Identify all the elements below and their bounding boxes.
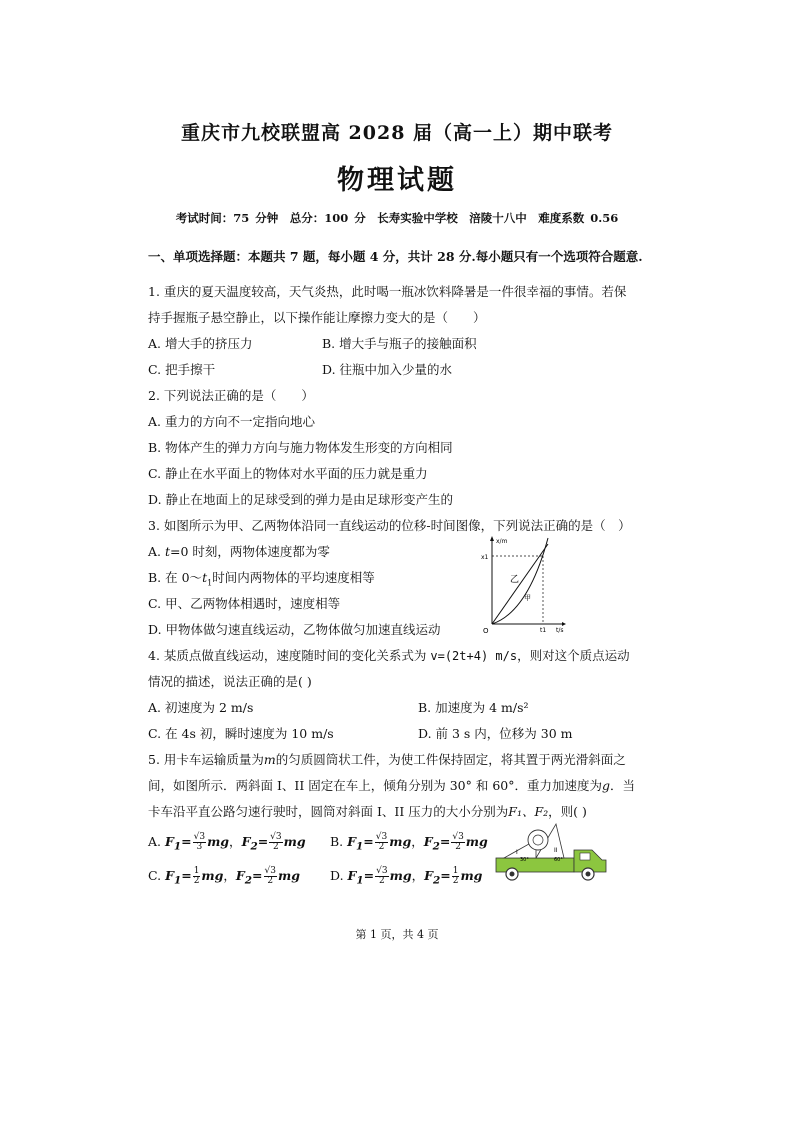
q3-a-var: t <box>164 544 171 559</box>
angle-60-label: 60° <box>554 857 563 863</box>
incline-2-label: II <box>554 847 558 854</box>
q3-b-sub: 1 <box>207 578 213 588</box>
graph-x-arrow <box>490 536 494 541</box>
q4-option-b: B. 加速度为 4 m/s² <box>418 700 529 715</box>
truck-window <box>580 853 590 860</box>
q2-stem: 2. 下列说法正确的是（ ） <box>148 388 314 403</box>
q4-option-a: A. 初速度为 2 m/s <box>148 700 254 715</box>
q4-stem-suffix: ，则对这个质点运动 <box>517 648 630 663</box>
graph-curve-yi <box>492 538 548 624</box>
q1-stem-line2: 持手握瓶子悬空静止，以下操作能让摩擦力变大的是（ ） <box>148 310 486 325</box>
graph-t-arrow <box>562 622 566 626</box>
q3-a-text: =0 时刻，两物体速度都为零 <box>170 544 330 559</box>
exam-title: 重庆市九校联盟高 2028 届（高一上）期中联考 <box>180 122 614 144</box>
q5-option-d: D. $F_1=$ $\frac{√3}{2}$ mg，$F_2=$ $\frac{1}{2}$ mg <box>330 866 483 887</box>
q3-option-c: C. 甲、乙两物体相遇时，速度相等 <box>148 596 341 611</box>
graph-x-label: t/s <box>556 627 564 634</box>
cylinder <box>528 830 548 850</box>
q5-b-label: B. <box>330 834 344 849</box>
q5-l2-suffix: ．当 <box>610 778 636 793</box>
q2-option-a: A. 重力的方向不一定指向地心 <box>148 414 315 429</box>
q1-option-a: A. 增大手的挤压力 <box>148 336 253 351</box>
q1-stem-line1: 1. 重庆的夏天温度较高，天气炎热，此时喝一瓶冰饮料降暑是一件很幸福的事情。若保 <box>148 284 627 299</box>
q3-position-time-graph <box>476 534 568 634</box>
q3-b-prefix: B. 在 0～ <box>148 570 203 585</box>
section1-heading: 一、单项选择题：本题共 7 题，每小题 4 分，共计 28 分.每小题只有一个选项符合题意. <box>148 249 643 264</box>
graph-y-label: x/m <box>496 538 508 545</box>
q5-l2-text: 间，如图所示．两斜面 I、II 固定在车上，倾角分别为 30° 和 60°．重力加速度为 <box>148 778 602 793</box>
page-footer: 第 1 页，共 4 页 <box>355 928 439 941</box>
q5-option-c: C. $F_1=$ $\frac{1}{2}$ mg，$F_2=$ $\frac{√3}{2}$ mg <box>148 866 300 887</box>
q5-stem-line1 <box>148 750 626 768</box>
q5-l1-prefix: 5. 用卡车运输质量为 <box>148 752 264 767</box>
graph-t1-tick: t1 <box>540 627 547 634</box>
q5-option-a: A. $F_1=$ $\frac{√3}{3}$ mg，$F_2=$ $\frac{√3}{2}$ mg <box>148 832 306 853</box>
subject-title: 物理试题 <box>337 165 457 196</box>
graph-label-jia: 甲 <box>524 594 531 602</box>
incline-1-label: I <box>516 849 518 856</box>
q2-option-c: C. 静止在水平面上的物体对水平面的压力就是重力 <box>148 466 428 481</box>
q4-option-c: C. 在 4s 初，瞬时速度为 10 m/s <box>148 726 334 741</box>
exam-meta: 考试时间：75 分钟 总分：100 分 长寿实验中学校 涪陵十八中 难度系数 0.56 <box>175 211 619 225</box>
q3-option-d: D. 甲物体做匀速直线运动，乙物体做匀加速直线运动 <box>148 622 441 637</box>
q3-b-text: 时间内两物体的平均速度相等 <box>212 570 375 585</box>
wheel-front-hub <box>586 872 591 877</box>
q5-l2-var: g <box>602 778 611 793</box>
graph-x1-tick: x1 <box>481 554 489 561</box>
q4-formula: v=(2t+4) m/s <box>430 649 518 663</box>
q3-a-prefix: A. <box>148 544 165 559</box>
angle-30-label: 30° <box>520 857 529 863</box>
q5-d-label: D. <box>330 868 344 883</box>
q3-option-b <box>148 568 375 588</box>
q3-b-var: t <box>202 570 208 585</box>
graph-origin: O <box>483 627 489 634</box>
q3-option-a <box>148 542 330 560</box>
q5-truck-figure <box>492 816 612 888</box>
q1-option-d: D. 往瓶中加入少量的水 <box>322 362 453 377</box>
q3-stem: 3. 如图所示为甲、乙两物体沿同一直线运动的位移-时间图像，下列说法正确的是（ ） <box>148 518 631 533</box>
q4-option-d: D. 前 3 s 内，位移为 30 m <box>418 726 573 741</box>
q5-a-label: A. <box>148 834 162 849</box>
q2-option-d: D. 静止在地面上的足球受到的弹力是由足球形变产生的 <box>148 492 454 507</box>
graph-label-yi: 乙 <box>510 575 520 585</box>
q1-option-b: B. 增大手与瓶子的接触面积 <box>322 336 477 351</box>
q4-stem-prefix: 4. 某质点做直线运动，速度随时间的变化关系式为 <box>148 648 431 663</box>
q4-stem-line2: 情况的描述，说法正确的是( ) <box>148 674 312 689</box>
q4-stem-line1 <box>148 646 630 664</box>
q5-l3-prefix: 卡车沿平直公路匀速行驶时，圆筒对斜面 I、II 压力的大小分别为 <box>148 804 509 819</box>
q5-option-b: B. $F_1=$ $\frac{√3}{2}$ mg，$F_2=$ $\frac{√3}{2}$ mg <box>330 832 488 853</box>
q5-l3-forces: F₁、F₂ <box>508 804 549 819</box>
q5-l3-suffix: ，则( ) <box>548 804 587 819</box>
q5-stem-line2 <box>148 776 635 794</box>
q5-l1-var: m <box>263 752 276 767</box>
wheel-rear-hub <box>510 872 515 877</box>
q1-option-c: C. 把手擦干 <box>148 362 216 377</box>
q2-option-b: B. 物体产生的弹力方向与施力物体发生形变的方向相同 <box>148 440 453 455</box>
q5-c-label: C. <box>148 868 162 883</box>
q5-l1-suffix: 的匀质圆筒状工件，为使工件保持固定，将其置于两光滑斜面之 <box>275 752 626 767</box>
